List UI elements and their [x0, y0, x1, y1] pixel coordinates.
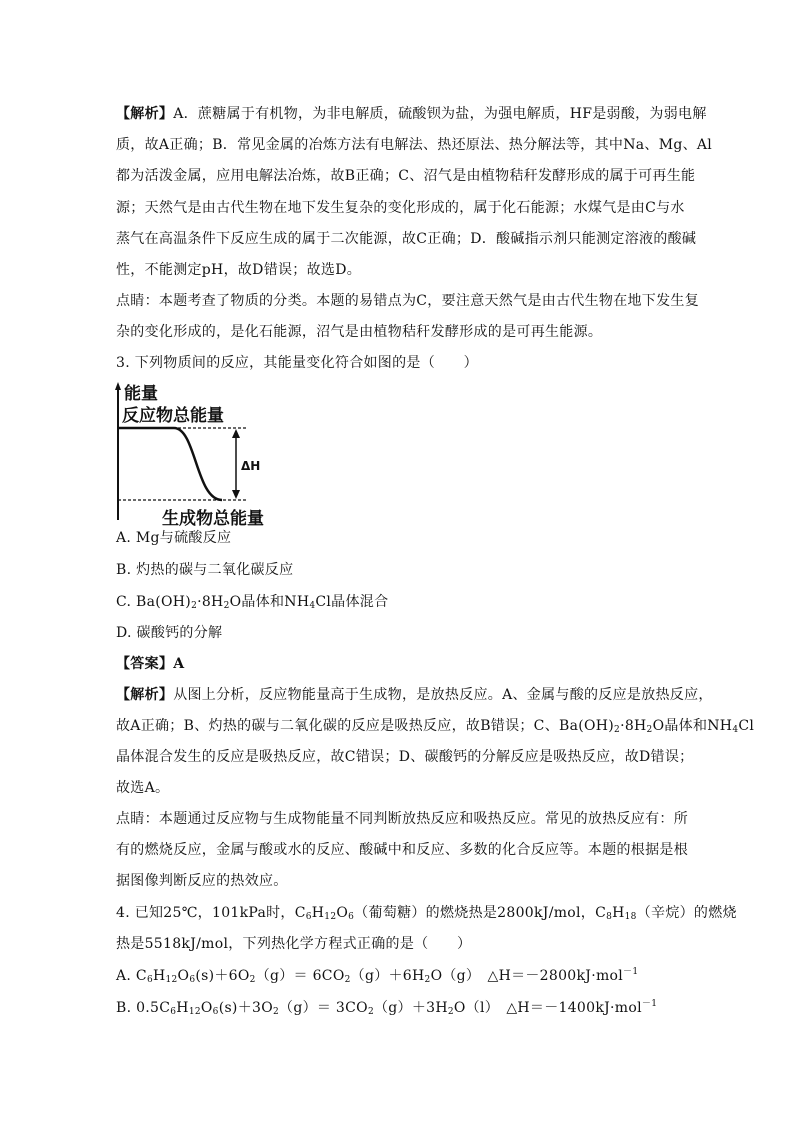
energy-axis-label: 能量 [124, 384, 158, 404]
analysis-q2-line-1: 【解析】A．蔗糖属于有机物，为非电解质，硫酸钡为盐，为强电解质，HF是弱酸，为弱电解 [116, 106, 707, 122]
comment-q2-line-2: 杂的变化形成的，是化石能源，沼气是由植物秸秆发酵形成的是可再生能源。 [116, 324, 603, 340]
delta-h-label: ΔH [241, 459, 261, 473]
analysis-label: 【解析】 [116, 106, 174, 122]
energy-diagram [114, 382, 264, 529]
q3-analysis-line-2: 故A正确；B、灼热的碳与二氧化碳的反应是吸热反应，故B错误；C、$Ba(OH)_2\cdot 8H_2O$晶体和$NH_4Cl$ [116, 718, 755, 735]
delta-h-arrow-bottom [232, 490, 240, 499]
q4-option-a: A. $C_6H_{12}O_6(s)+6O_2(g)= 6CO_2(g)+6H_2O(g)$ △H＝－2800kJ·mol$^{-1}$ [116, 967, 639, 985]
q3-stem: 3. 下列物质间的反应，其能量变化符合如图的是（ ） [116, 355, 478, 371]
q4-stem-line-2: 热是5518kJ/mol，下列热化学方程式正确的是（ ） [116, 936, 472, 952]
q3-option-a: A. Mg与硫酸反应 [116, 530, 232, 546]
analysis-q2-line-2: 质，故A正确；B．常见金属的冶炼方法有电解法、热还原法、热分解法等，其中Na、Mg、Al [116, 137, 713, 153]
q3-analysis-line-4: 故选A。 [116, 780, 170, 796]
analysis-q2-line-5: 蒸气在高温条件下反应生成的属于二次能源，故C正确；D．酸碱指示剂只能测定溶液的酸碱 [116, 231, 697, 247]
q3-comment-line-3: 据图像判断反应的热效应。 [116, 873, 288, 889]
delta-h-arrow-top [232, 429, 240, 438]
analysis-label: 【解析】 [116, 687, 174, 703]
analysis-q2-line-6: 性，不能测定pH，故D错误；故选D。 [116, 262, 362, 278]
q3-option-d: D. 碳酸钙的分解 [116, 625, 223, 641]
q3-analysis-line-1: 【解析】从图上分析，反应物能量高于生成物，是放热反应。A、金属与酸的反应是放热反应， [116, 687, 713, 703]
energy-curve [118, 428, 222, 500]
analysis-q2-line-3: 都为活泼金属，应用电解法冶炼，故B正确；C、沼气是由植物秸秆发酵形成的属于可再生能 [116, 168, 696, 184]
y-axis-arrow [115, 382, 121, 390]
q4-stem-line-1: 4. 已知25℃，101kPa时，$C_6H_{12}O_6$（葡萄糖）的燃烧热是2800kJ/mol，$C_8H_{18}$（辛烷）的燃烧 [116, 905, 737, 922]
comment-q2-line-1: 点睛：本题考查了物质的分类。本题的易错点为C，要注意天然气是由古代生物在地下发生复 [116, 293, 700, 309]
q3-answer: 【答案】A [116, 656, 185, 672]
q3-comment-line-2: 有的燃烧反应，金属与酸或水的反应、酸碱中和反应、多数的化合反应等。本题的根据是根 [116, 842, 688, 858]
q3-analysis-line-3: 晶体混合发生的反应是吸热反应，故C错误；D、碳酸钙的分解反应是吸热反应，故D错误； [116, 749, 694, 765]
reactant-energy-label: 反应物总能量 [122, 406, 224, 426]
q3-option-b: B. 灼热的碳与二氧化碳反应 [116, 562, 294, 578]
q3-option-c: C. $Ba(OH)_2\cdot 8H_2O$晶体和$NH_4Cl$晶体混合 [116, 594, 389, 611]
analysis-q2-line-4: 源；天然气是由古代生物在地下发生复杂的变化形成的，属于化石能源；水煤气是由C与水 [116, 200, 685, 216]
q3-comment-line-1: 点睛：本题通过反应物与生成物能量不同判断放热反应和吸热反应。常见的放热反应有：所 [116, 811, 688, 827]
q4-option-b: B. $0.5C_6H_{12}O_6(s)+3O_2(g)= 3CO_2(g)+3H_2O(l)$ △H＝－1400kJ·mol$^{-1}$ [116, 999, 658, 1017]
product-energy-label: 生成物总能量 [162, 509, 264, 529]
